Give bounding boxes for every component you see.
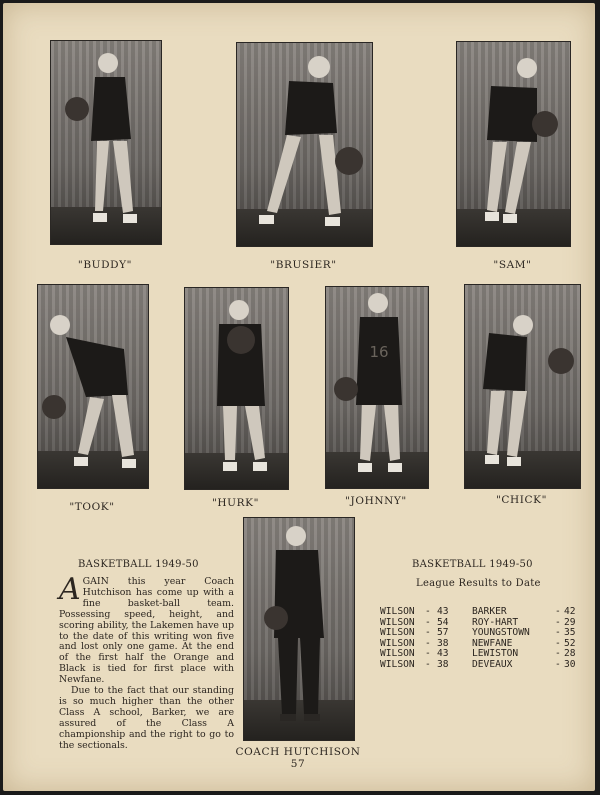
team-name: WILSON	[380, 606, 415, 617]
coach-caption: COACH HUTCHISON	[235, 746, 361, 758]
player-caption-chick: "CHICK"	[495, 494, 548, 506]
opponent-score: 42	[564, 606, 576, 617]
opponent-score: 35	[564, 627, 576, 639]
coach-photo	[243, 517, 355, 741]
jersey-number: 16	[369, 343, 389, 361]
opponent-name: NEWFANE	[472, 637, 513, 649]
opponent-score: 30	[564, 658, 576, 670]
player-photo-sam	[456, 41, 571, 247]
opponent-name: YOUNGSTOWN	[472, 627, 530, 639]
opponent-name: BARKER	[472, 606, 507, 617]
player-photo-hurk	[184, 287, 289, 490]
player-photo-took	[37, 284, 149, 489]
story-paragraph-2: Due to the fact that our standing is so much higher than the other Class A school, Barker, we are assured of the Class A championship and the right to go to the sectionals.	[59, 685, 234, 751]
player-photo-brusier	[236, 42, 373, 247]
team-score: 43	[437, 606, 449, 617]
team-score: 57	[437, 627, 449, 639]
player-figure	[326, 287, 428, 488]
opponent-score: 29	[564, 616, 576, 628]
player-caption-took: "TOOK"	[69, 501, 115, 513]
opponent-score: 28	[564, 648, 576, 660]
team-name: WILSON	[380, 627, 415, 639]
results-heading: BASKETBALL 1949-50	[412, 559, 533, 570]
opponent-name: DEVEAUX	[472, 658, 513, 670]
opponent-score: 52	[564, 637, 576, 649]
opponent-name: ROY-HART	[472, 616, 519, 628]
player-caption-sam: "SAM"	[493, 259, 532, 271]
player-figure	[457, 42, 570, 246]
team-score: 38	[437, 637, 449, 649]
team-name: WILSON	[380, 637, 415, 649]
player-caption-brusier: "BRUSIER"	[270, 259, 337, 271]
drop-cap: A	[59, 572, 81, 607]
player-caption-hurk: "HURK"	[211, 497, 259, 509]
story-text	[59, 572, 234, 752]
page-number: 57	[290, 758, 306, 770]
player-photo-johnny	[325, 286, 429, 489]
player-photo-buddy	[50, 40, 162, 245]
story-paragraph-1: GAIN this year Coach Hutchison has come up with a fine basket-ball team. Possessing speed, height, and scoring ability, the Lakemen have up to the date of this writing won five and lost only one game. At the end of the first half the Orange and Black is tied for first place with Newfane.	[59, 576, 234, 686]
team-score: 54	[437, 616, 449, 628]
player-figure	[237, 43, 372, 246]
results-subheading: League Results to Date	[416, 578, 541, 589]
player-figure	[38, 285, 148, 488]
player-figure	[465, 285, 580, 488]
player-figure	[51, 41, 161, 244]
opponent-name: LEWISTON	[472, 648, 519, 660]
team-name: WILSON	[380, 648, 415, 660]
player-caption-johnny: "JOHNNY"	[345, 495, 407, 507]
yearbook-page: "BUDDY" "BRUSIER" "SAM" 16 "TOOK" "HURK" "JOHNNY" "CHICK" COACH HUTCHISON 57 BASKETBALL 1949-50 AGAIN this year Coach Hutchison has come up with a fine basket-ball team. Possessing speed, height, and scoring ability, the Lakemen have up to the date of this writing won five and lost only one game. At the end of the first half the Orange and Black is tied for first place with Newfane. Due to the fact that our standing is so much higher than the other Class A school, Barker, we are assured of the Class A championship and the right to go to the sectionals. BASKETBALL 1949-50 League Results to Date WILSON - 43 BARKER - 42 WILSON - 54 ROY-HART - 29 WILSON - 57 YOUNGSTOWN - 35 WILSON - 38 NEWFANE - 52 WILSON - 43 LEWISTON - 28 WILSON - 38 DEVEAUX - 30	[3, 3, 595, 791]
player-figure	[185, 288, 288, 489]
team-score: 38	[437, 658, 449, 670]
player-photo-chick	[464, 284, 581, 489]
coach-figure	[244, 518, 354, 740]
team-score: 43	[437, 648, 449, 660]
team-name: WILSON	[380, 616, 415, 628]
story-heading: BASKETBALL 1949-50	[78, 559, 199, 570]
player-caption-buddy: "BUDDY"	[77, 259, 133, 271]
team-name: WILSON	[380, 658, 415, 670]
